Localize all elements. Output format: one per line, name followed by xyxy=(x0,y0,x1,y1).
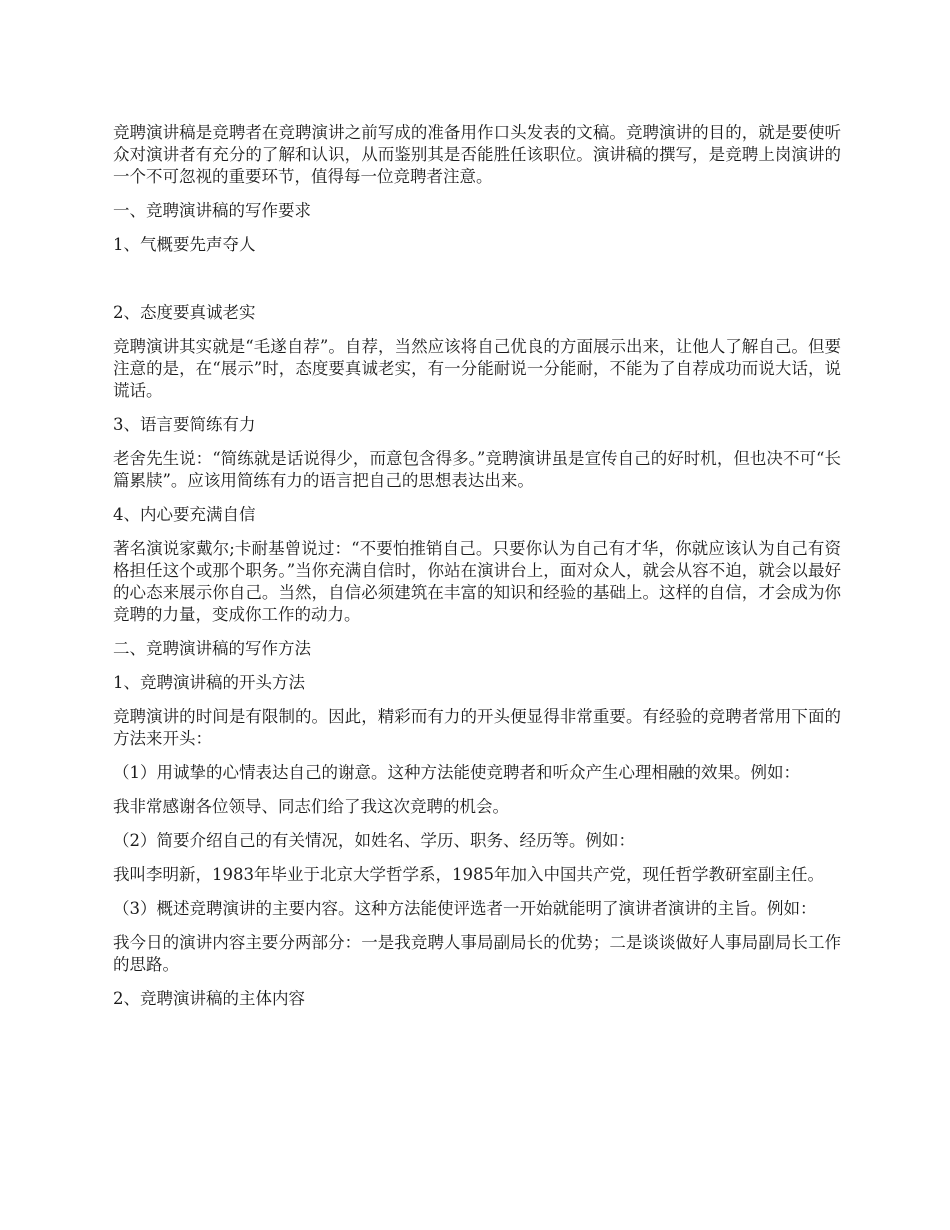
section-heading-methods: 二、竞聘演讲稿的写作方法 xyxy=(113,639,311,658)
example-3: 我今日的演讲内容主要分两部分：一是我竞聘人事局副局长的优势；二是谈谈做好人事局副局长工作的思路。 xyxy=(113,933,841,974)
document-body xyxy=(113,122,841,1022)
paragraph-method-1: （1）用诚挚的心情表达自己的谢意。这种方法能使竞聘者和听众产生心理相融的效果。例如： xyxy=(113,763,800,782)
intro-paragraph: 竞聘演讲稿是竞聘者在竞聘演讲之前写成的准备用作口头发表的文稿。竞聘演讲的目的，就是要使听众对演讲者有充分的了解和认识，从而鉴别其是否能胜任该职位。演讲稿的撰写，是竞聘上岗演讲的一个不可忽视的重要环节，值得每一位竞聘者注意。 xyxy=(113,123,841,186)
paragraph-attitude: 竞聘演讲其实就是“毛遂自荐”。自荐，当然应该将自己优良的方面展示出来，让他人了解自己。但要注意的是，在“展示”时，态度要真诚老实，有一分能耐说一分能耐，不能为了自荐成功而说大话，说谎话。 xyxy=(113,337,841,400)
paragraph-method-2: （2）简要介绍自己的有关情况，如姓名、学历、职务、经历等。例如： xyxy=(113,831,635,850)
section-heading-requirements: 一、竞聘演讲稿的写作要求 xyxy=(113,201,311,220)
paragraph-confidence: 著名演说家戴尔;卡耐基曾说过：“不要怕推销自己。只要你认为自己有才华，你就应该认为自己有资格担任这个或那个职务。”当你充满自信时，你站在演讲台上，面对众人，就会从容不迫，就会以最好的心态来展示你自己。当然，自信必须建筑在丰富的知识和经验的基础上。这样的自信，才会成为你竞聘的力量，变成你工作的动力。 xyxy=(113,539,841,624)
paragraph-method-3: （3）概述竞聘演讲的主要内容。这种方法能使评选者一开始就能明了演讲者演讲的主旨。例如： xyxy=(113,899,817,918)
subheading-opening: 1、竞聘演讲稿的开头方法 xyxy=(113,673,305,692)
example-1: 我非常感谢各位领导、同志们给了我这次竞聘的机会。 xyxy=(113,797,509,816)
paragraph-language: 老舍先生说：“简练就是话说得少，而意包含得多。”竞聘演讲虽是宣传自己的好时机，但也决不可“长篇累牍”。应该用简练有力的语言把自己的思想表达出来。 xyxy=(113,449,841,490)
example-2: 我叫李明新，1983年毕业于北京大学哲学系，1985年加入中国共产党，现任哲学教研室副主任。 xyxy=(113,865,824,884)
paragraph-opening: 竞聘演讲的时间是有限制的。因此，精彩而有力的开头便显得非常重要。有经验的竞聘者常用下面的方法来开头： xyxy=(113,707,841,748)
subheading-momentum: 1、气概要先声夺人 xyxy=(113,235,256,254)
subheading-language: 3、语言要简练有力 xyxy=(113,415,256,434)
subheading-main-content: 2、竞聘演讲稿的主体内容 xyxy=(113,989,305,1008)
subheading-attitude: 2、态度要真诚老实 xyxy=(113,303,256,322)
subheading-confidence: 4、内心要充满自信 xyxy=(113,505,256,524)
